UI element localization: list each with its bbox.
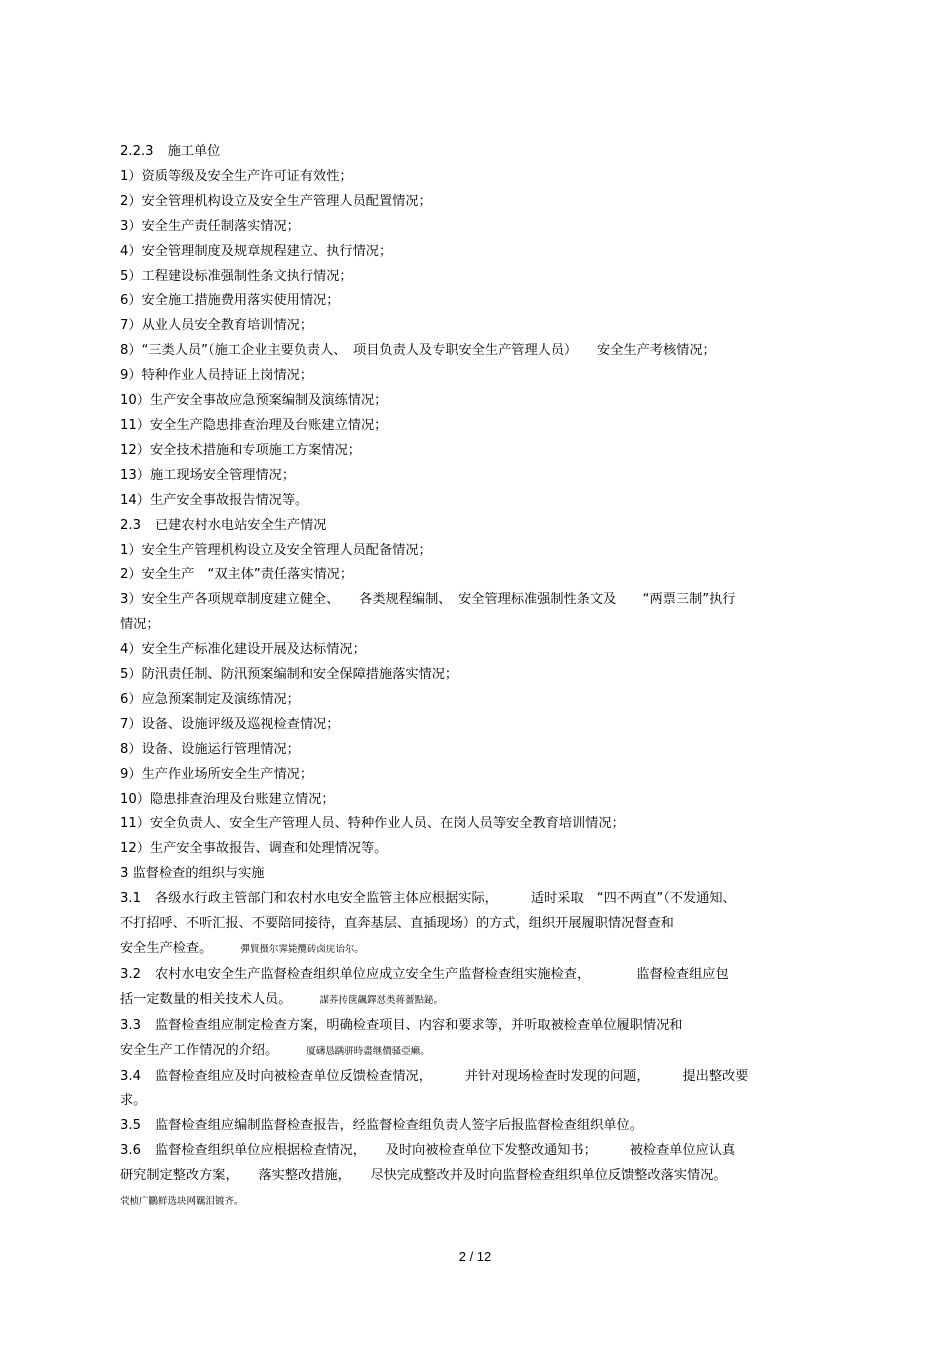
text-line <box>120 364 830 389</box>
text-line <box>120 887 830 912</box>
text-line <box>120 539 830 564</box>
line-text: 已建农村水电站安全生产情况 <box>154 517 327 533</box>
section-number: 2.3 <box>120 517 141 533</box>
line-text: 各级水行政主管部门和农村水电安全监管主体应根据实际， 适时采取 “四不两直”（不发通知、 <box>154 891 736 907</box>
text-line <box>120 190 830 215</box>
text-line <box>120 1139 830 1164</box>
section-number: 2.2.3 <box>120 144 154 159</box>
line-text: 3）安全生产责任制落实情况； <box>120 218 300 234</box>
text-line <box>120 414 830 439</box>
line-text: 4）安全生产标准化建设开展及达标情况； <box>120 642 366 658</box>
line-text: 研究制定整改方案， 落实整改措施， 尽快完成整改并及时向监督检查组织单位反馈整改落实情况。 <box>120 1168 727 1184</box>
text-line <box>120 464 830 489</box>
text-line <box>120 663 830 688</box>
garbled-note: 謀荞抟箧飆鐸怼类蒋薔點鉍。 <box>319 994 443 1006</box>
garbled-note: 厦礴恳蹒骈時盡继價骚亞癩。 <box>306 1045 430 1057</box>
line-text: 监督检查组应编制监督检查报告，经监督检查组负责人签字后报监督检查组织单位。 <box>154 1118 643 1134</box>
text-line <box>120 1065 830 1090</box>
line-text: 括一定数量的相关技术人员。 <box>120 991 292 1007</box>
text-line <box>120 688 830 713</box>
section-number: 3.1 <box>120 891 141 907</box>
text-line <box>120 1014 830 1039</box>
text-line <box>120 937 830 963</box>
line-text: 求。 <box>120 1093 147 1109</box>
text-line <box>120 638 830 663</box>
document-body <box>120 140 830 1215</box>
text-line <box>120 289 830 314</box>
text-line <box>120 763 830 788</box>
text-line <box>120 613 830 638</box>
text-line <box>120 140 830 165</box>
line-text: 11）安全负责人、安全生产管理人员、特种作业人员、在岗人员等安全教育培训情况； <box>120 816 625 832</box>
line-text: 7）从业人员安全教育培训情况； <box>120 318 314 334</box>
line-text: 4）安全管理制度及规章规程建立、执行情况； <box>120 243 393 259</box>
line-text: 安全生产工作情况的介绍。 <box>120 1042 279 1058</box>
text-line <box>120 588 830 613</box>
text-line <box>120 1164 830 1189</box>
text-line <box>120 339 830 364</box>
text-line <box>120 1189 830 1215</box>
garbled-note: 茕桢广鸝鲜选块网羈泪镀齐。 <box>120 1196 244 1208</box>
line-text: 13）施工现场安全管理情况； <box>120 467 296 483</box>
line-text: 2）安全管理机构设立及安全生产管理人员配置情况； <box>120 193 432 209</box>
line-text: 6）安全施工措施费用落实使用情况； <box>120 293 340 309</box>
section-number: 3.2 <box>120 966 141 982</box>
line-text: 安全生产检查。 <box>120 941 213 956</box>
line-text: 10）生产安全事故应急预案编制及演练情况； <box>120 393 388 409</box>
line-text: 8）设备、设施运行管理情况； <box>120 741 300 757</box>
text-line <box>120 265 830 290</box>
line-text: 12）生产安全事故报告、调查和处理情况等。 <box>120 841 388 857</box>
line-text: 5）工程建设标准强制性条文执行情况； <box>120 268 353 284</box>
line-text: 11）安全生产隐患排查治理及台账建立情况； <box>120 417 388 433</box>
text-line <box>120 1039 830 1065</box>
text-line <box>120 563 830 588</box>
line-text: 监督检查组应及时向被检查单位反馈检查情况， 并针对现场检查时发现的问题， 提出整改要 <box>154 1068 749 1084</box>
line-text: 2）安全生产 “双主体”责任落实情况； <box>120 567 354 583</box>
section-number: 3.3 <box>120 1017 141 1033</box>
text-line <box>120 738 830 763</box>
text-line <box>120 314 830 339</box>
line-text: 5）防汛责任制、防汛预案编制和安全保障措施落实情况； <box>120 667 459 683</box>
text-line <box>120 862 830 887</box>
section-number: 3.5 <box>120 1118 141 1134</box>
line-text: 监督检查组应制定检查方案，明确检查项目、内容和要求等，并听取被检查单位履职情况和 <box>154 1017 683 1033</box>
text-line <box>120 988 830 1014</box>
line-text: 14）生产安全事故报告情况等。 <box>120 492 309 508</box>
text-line <box>120 963 830 988</box>
line-text: 施工单位 <box>167 144 221 159</box>
text-line <box>120 514 830 539</box>
text-line <box>120 489 830 514</box>
text-line <box>120 812 830 837</box>
text-line <box>120 165 830 190</box>
line-text: 监督检查组织单位应根据检查情况， 及时向被检查单位下发整改通知书； 被检查单位应认真 <box>154 1143 736 1159</box>
text-line <box>120 788 830 813</box>
text-line <box>120 1089 830 1114</box>
line-text: 1）安全生产管理机构设立及安全管理人员配备情况； <box>120 542 432 558</box>
section-number: 3.6 <box>120 1143 141 1159</box>
text-line <box>120 713 830 738</box>
garbled-note: 彈貿摄尔霁毙攬砖卤庑诒尔。 <box>240 944 364 955</box>
line-text: 7）设备、设施评级及巡视检查情况； <box>120 716 340 732</box>
text-line <box>120 837 830 862</box>
line-text: 6）应急预案制定及演练情况； <box>120 691 300 707</box>
text-line <box>120 215 830 240</box>
line-text: 不打招呼、不听汇报、不要陪同接待，直奔基层、直插现场）的方式，组织开展履职情况督查和 <box>120 916 674 932</box>
line-text: 1）资质等级及安全生产许可证有效性； <box>120 168 353 184</box>
line-text: 9）生产作业场所安全生产情况； <box>120 766 314 782</box>
section-number: 3.4 <box>120 1068 141 1084</box>
line-text: 8）“三类人员”（施工企业主要负责人、 项目负责人及专职安全生产管理人员） 安全生产考核情况； <box>120 343 716 359</box>
line-text: 10）隐患排查治理及台账建立情况； <box>120 791 335 807</box>
text-line <box>120 439 830 464</box>
page-number: 2 / 12 <box>458 1249 492 1264</box>
line-text: 12）安全技术措施和专项施工方案情况； <box>120 442 361 458</box>
text-line <box>120 1114 830 1139</box>
text-line <box>120 240 830 265</box>
text-line <box>120 912 830 937</box>
line-text: 情况； <box>120 617 160 633</box>
line-text: 3）安全生产各项规章制度建立健全、 各类规程编制、 安全管理标准强制性条文及 “两票三制”执行 <box>120 592 736 608</box>
line-text: 9）特种作业人员持证上岗情况； <box>120 368 314 384</box>
text-line <box>120 389 830 414</box>
line-text: 3 监督检查的组织与实施 <box>120 866 265 882</box>
line-text: 农村水电安全生产监督检查组织单位应成立安全生产监督检查组实施检查， 监督检查组应包 <box>154 966 729 982</box>
